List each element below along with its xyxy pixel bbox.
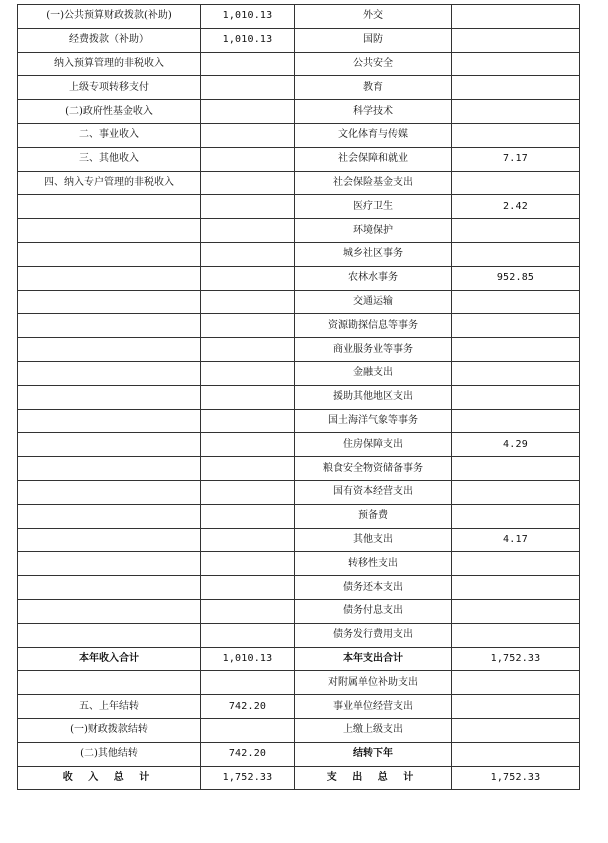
expense-amount-cell xyxy=(452,5,580,29)
table-row xyxy=(18,718,580,742)
income-amount-cell xyxy=(201,528,295,552)
income-amount-cell xyxy=(201,219,295,243)
expense-item-cell: 国土海洋气象等事务 xyxy=(295,409,452,433)
income-item-cell xyxy=(18,433,201,457)
expense-amount-cell xyxy=(452,599,580,623)
expense-item-cell: 商业服务业等事务 xyxy=(295,338,452,362)
expense-amount-cell xyxy=(452,718,580,742)
table-row xyxy=(18,147,580,171)
expense-item-cell: 社会保障和就业 xyxy=(295,147,452,171)
expense-amount-cell xyxy=(452,457,580,481)
income-amount-cell xyxy=(201,718,295,742)
table-row xyxy=(18,5,580,29)
expense-amount-cell: 7.17 xyxy=(452,147,580,171)
expense-amount-cell: 2.42 xyxy=(452,195,580,219)
budget-table xyxy=(17,4,580,790)
expense-amount-cell xyxy=(452,100,580,124)
income-item-cell: (二)其他结转 xyxy=(18,742,201,766)
income-amount-cell xyxy=(201,480,295,504)
income-item-cell xyxy=(18,409,201,433)
expense-amount-cell xyxy=(452,480,580,504)
table-row xyxy=(18,552,580,576)
expense-item-cell: 金融支出 xyxy=(295,361,452,385)
income-item-cell xyxy=(18,290,201,314)
expense-item-cell: 资源勘探信息等事务 xyxy=(295,314,452,338)
table-row xyxy=(18,623,580,647)
expense-item-cell: 粮食安全物资储备事务 xyxy=(295,457,452,481)
expense-amount-cell xyxy=(452,290,580,314)
expense-item-cell: 债务付息支出 xyxy=(295,599,452,623)
income-item-cell xyxy=(18,195,201,219)
table-row xyxy=(18,409,580,433)
expense-item-cell: 住房保障支出 xyxy=(295,433,452,457)
income-amount-cell xyxy=(201,623,295,647)
income-item-cell: 收 入 总 计 xyxy=(18,766,201,790)
income-item-cell xyxy=(18,552,201,576)
expense-item-cell: 上缴上级支出 xyxy=(295,718,452,742)
expense-amount-cell xyxy=(452,338,580,362)
income-item-cell xyxy=(18,361,201,385)
income-amount-cell xyxy=(201,76,295,100)
income-amount-cell xyxy=(201,671,295,695)
income-item-cell: 三、其他收入 xyxy=(18,147,201,171)
table-row xyxy=(18,219,580,243)
income-item-cell xyxy=(18,480,201,504)
income-item-cell xyxy=(18,457,201,481)
expense-amount-cell xyxy=(452,171,580,195)
expense-item-cell: 本年支出合计 xyxy=(295,647,452,671)
expense-item-cell: 债务还本支出 xyxy=(295,576,452,600)
table-row xyxy=(18,576,580,600)
income-item-cell xyxy=(18,219,201,243)
expense-amount-cell xyxy=(452,52,580,76)
income-amount-cell: 1,752.33 xyxy=(201,766,295,790)
table-row xyxy=(18,195,580,219)
income-amount-cell xyxy=(201,409,295,433)
table-row xyxy=(18,290,580,314)
table-row xyxy=(18,647,580,671)
table-row xyxy=(18,361,580,385)
income-amount-cell xyxy=(201,385,295,409)
expense-item-cell: 事业单位经营支出 xyxy=(295,695,452,719)
income-item-cell: 五、上年结转 xyxy=(18,695,201,719)
income-amount-cell xyxy=(201,195,295,219)
expense-item-cell: 援助其他地区支出 xyxy=(295,385,452,409)
income-item-cell: 四、纳入专户管理的非税收入 xyxy=(18,171,201,195)
income-amount-cell xyxy=(201,290,295,314)
income-item-cell xyxy=(18,599,201,623)
income-amount-cell xyxy=(201,552,295,576)
income-item-cell xyxy=(18,528,201,552)
table-row xyxy=(18,171,580,195)
table-row xyxy=(18,504,580,528)
income-item-cell: 经费拨款（补助） xyxy=(18,28,201,52)
expense-item-cell: 交通运输 xyxy=(295,290,452,314)
table-row xyxy=(18,766,580,790)
expense-item-cell: 公共安全 xyxy=(295,52,452,76)
expense-item-cell: 城乡社区事务 xyxy=(295,242,452,266)
expense-amount-cell: 1,752.33 xyxy=(452,766,580,790)
expense-amount-cell xyxy=(452,219,580,243)
income-item-cell xyxy=(18,314,201,338)
income-amount-cell: 1,010.13 xyxy=(201,5,295,29)
expense-item-cell: 国防 xyxy=(295,28,452,52)
income-amount-cell xyxy=(201,338,295,362)
expense-amount-cell xyxy=(452,552,580,576)
expense-item-cell: 预备费 xyxy=(295,504,452,528)
income-item-cell xyxy=(18,266,201,290)
expense-amount-cell xyxy=(452,361,580,385)
income-amount-cell: 1,010.13 xyxy=(201,28,295,52)
expense-amount-cell xyxy=(452,242,580,266)
expense-amount-cell xyxy=(452,671,580,695)
expense-item-cell: 文化体育与传媒 xyxy=(295,123,452,147)
table-row xyxy=(18,433,580,457)
table-row xyxy=(18,314,580,338)
income-item-cell xyxy=(18,623,201,647)
expense-item-cell: 环境保护 xyxy=(295,219,452,243)
income-amount-cell xyxy=(201,147,295,171)
income-item-cell: (一)财政拨款结转 xyxy=(18,718,201,742)
income-item-cell: 本年收入合计 xyxy=(18,647,201,671)
table-row xyxy=(18,599,580,623)
income-amount-cell: 1,010.13 xyxy=(201,647,295,671)
income-item-cell xyxy=(18,576,201,600)
expense-item-cell: 教育 xyxy=(295,76,452,100)
expense-amount-cell xyxy=(452,742,580,766)
expense-amount-cell xyxy=(452,623,580,647)
expense-amount-cell xyxy=(452,314,580,338)
income-amount-cell xyxy=(201,100,295,124)
expense-amount-cell xyxy=(452,76,580,100)
budget-table-body xyxy=(18,5,580,790)
expense-item-cell: 债务发行费用支出 xyxy=(295,623,452,647)
income-item-cell xyxy=(18,242,201,266)
income-amount-cell xyxy=(201,123,295,147)
expense-item-cell: 转移性支出 xyxy=(295,552,452,576)
table-row xyxy=(18,76,580,100)
income-amount-cell xyxy=(201,266,295,290)
expense-item-cell: 社会保险基金支出 xyxy=(295,171,452,195)
table-row xyxy=(18,671,580,695)
expense-item-cell: 对附属单位补助支出 xyxy=(295,671,452,695)
expense-item-cell: 支 出 总 计 xyxy=(295,766,452,790)
expense-item-cell: 结转下年 xyxy=(295,742,452,766)
expense-item-cell: 科学技术 xyxy=(295,100,452,124)
expense-amount-cell xyxy=(452,409,580,433)
expense-item-cell: 国有资本经营支出 xyxy=(295,480,452,504)
table-row xyxy=(18,385,580,409)
table-row xyxy=(18,123,580,147)
table-row xyxy=(18,480,580,504)
expense-item-cell: 外交 xyxy=(295,5,452,29)
table-row xyxy=(18,52,580,76)
income-item-cell: 二、事业收入 xyxy=(18,123,201,147)
expense-amount-cell: 4.17 xyxy=(452,528,580,552)
income-item-cell xyxy=(18,504,201,528)
expense-item-cell: 其他支出 xyxy=(295,528,452,552)
income-amount-cell xyxy=(201,361,295,385)
income-amount-cell xyxy=(201,599,295,623)
income-amount-cell: 742.20 xyxy=(201,695,295,719)
income-amount-cell xyxy=(201,52,295,76)
expense-amount-cell xyxy=(452,695,580,719)
expense-amount-cell xyxy=(452,576,580,600)
income-amount-cell xyxy=(201,314,295,338)
income-item-cell: (一)公共预算财政拨款(补助) xyxy=(18,5,201,29)
expense-item-cell: 农林水事务 xyxy=(295,266,452,290)
income-amount-cell xyxy=(201,457,295,481)
income-item-cell: 纳入预算管理的非税收入 xyxy=(18,52,201,76)
table-row xyxy=(18,338,580,362)
table-row xyxy=(18,695,580,719)
table-row xyxy=(18,457,580,481)
table-row xyxy=(18,242,580,266)
income-amount-cell: 742.20 xyxy=(201,742,295,766)
income-amount-cell xyxy=(201,171,295,195)
table-row xyxy=(18,528,580,552)
expense-item-cell: 医疗卫生 xyxy=(295,195,452,219)
expense-amount-cell xyxy=(452,28,580,52)
table-row xyxy=(18,266,580,290)
income-amount-cell xyxy=(201,504,295,528)
expense-amount-cell: 952.85 xyxy=(452,266,580,290)
expense-amount-cell xyxy=(452,504,580,528)
expense-amount-cell: 1,752.33 xyxy=(452,647,580,671)
expense-amount-cell: 4.29 xyxy=(452,433,580,457)
table-row xyxy=(18,742,580,766)
income-amount-cell xyxy=(201,242,295,266)
expense-amount-cell xyxy=(452,123,580,147)
income-item-cell xyxy=(18,671,201,695)
income-item-cell xyxy=(18,338,201,362)
income-item-cell: 上级专项转移支付 xyxy=(18,76,201,100)
income-amount-cell xyxy=(201,576,295,600)
table-row xyxy=(18,28,580,52)
income-item-cell xyxy=(18,385,201,409)
income-amount-cell xyxy=(201,433,295,457)
expense-amount-cell xyxy=(452,385,580,409)
table-row xyxy=(18,100,580,124)
income-item-cell: (二)政府性基金收入 xyxy=(18,100,201,124)
